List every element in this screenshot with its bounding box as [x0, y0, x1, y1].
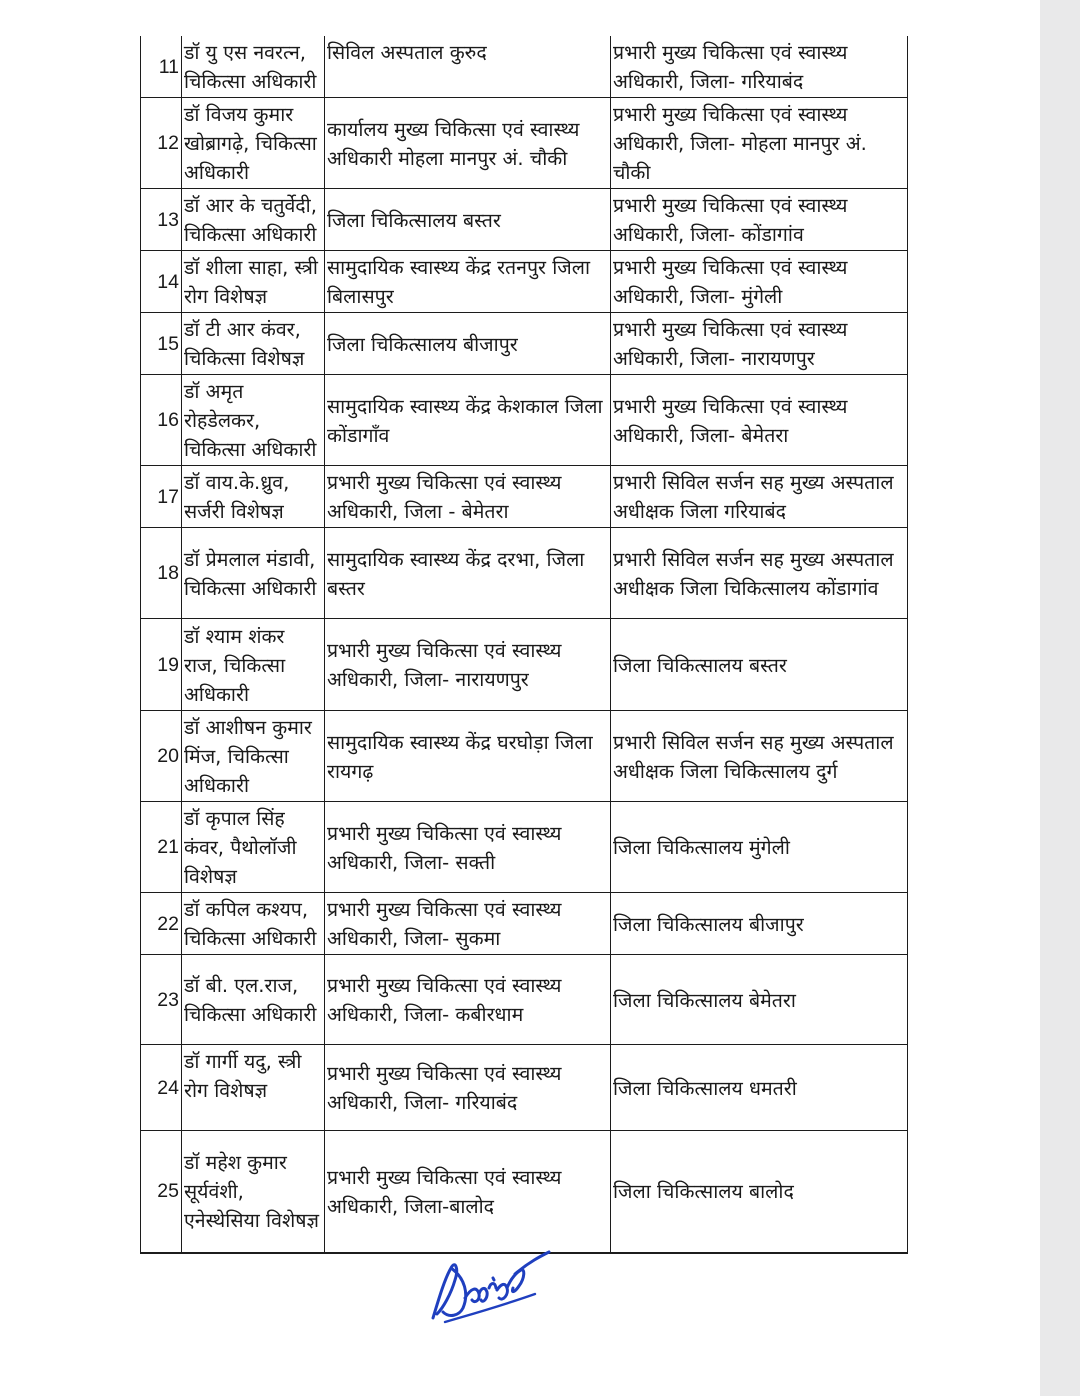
officer-name-cell: डॉ आर के चतुर्वेदी, चिकित्सा अधिकारी — [182, 189, 325, 251]
serial-number-cell: 13 — [141, 189, 182, 251]
officer-name-cell: डॉ गार्गी यदु, स्त्री रोग विशेषज्ञ — [182, 1045, 325, 1131]
current-posting-cell: सामुदायिक स्वास्थ्य केंद्र रतनपुर जिला बिलासपुर — [325, 251, 611, 313]
new-posting-cell: प्रभारी सिविल सर्जन सह मुख्य अस्पताल अधीक्षक जिला गरियाबंद — [611, 466, 908, 528]
table-row — [141, 802, 908, 893]
new-posting-cell: जिला चिकित्सालय बीजापुर — [611, 893, 908, 955]
table-row — [141, 711, 908, 802]
table-row — [141, 251, 908, 313]
new-posting-cell: प्रभारी मुख्य चिकित्सा एवं स्वास्थ्य अधिकारी, जिला- बेमेतरा — [611, 375, 908, 466]
officer-name-cell: डॉ कपिल कश्यप, चिकित्सा अधिकारी — [182, 893, 325, 955]
current-posting-cell: जिला चिकित्सालय बीजापुर — [325, 313, 611, 375]
table-row — [141, 36, 908, 98]
officer-name-cell: डॉ अमृत रोहडेलकर, चिकित्सा अधिकारी — [182, 375, 325, 466]
serial-number-cell: 23 — [141, 955, 182, 1045]
new-posting-cell: प्रभारी मुख्य चिकित्सा एवं स्वास्थ्य अधिकारी, जिला- मोहला मानपुर अं. चौकी — [611, 98, 908, 189]
serial-number-cell: 20 — [141, 711, 182, 802]
current-posting-cell: प्रभारी मुख्य चिकित्सा एवं स्वास्थ्य अधिकारी, जिला - बेमेतरा — [325, 466, 611, 528]
current-posting-cell: प्रभारी मुख्य चिकित्सा एवं स्वास्थ्य अधिकारी, जिला- गरियाबंद — [325, 1045, 611, 1131]
serial-number-cell: 21 — [141, 802, 182, 893]
officer-name-cell: डॉ महेश कुमार सूर्यवंशी, एनेस्थेसिया विशेषज्ञ — [182, 1131, 325, 1253]
signature-image — [425, 1238, 555, 1328]
serial-number-cell: 25 — [141, 1131, 182, 1253]
serial-number-cell: 24 — [141, 1045, 182, 1131]
officer-name-cell: डॉ कृपाल सिंह कंवर, पैथोलॉजी विशेषज्ञ — [182, 802, 325, 893]
officer-name-cell: डॉ वाय.के.ध्रुव, सर्जरी विशेषज्ञ — [182, 466, 325, 528]
officer-name-cell: डॉ श्याम शंकर राज, चिकित्सा अधिकारी — [182, 619, 325, 711]
officer-name-cell: डॉ बी. एल.राज, चिकित्सा अधिकारी — [182, 955, 325, 1045]
table-row — [141, 189, 908, 251]
new-posting-cell: जिला चिकित्सालय धमतरी — [611, 1045, 908, 1131]
table-row — [141, 313, 908, 375]
new-posting-cell: प्रभारी मुख्य चिकित्सा एवं स्वास्थ्य अधिकारी, जिला- नारायणपुर — [611, 313, 908, 375]
serial-number-cell: 16 — [141, 375, 182, 466]
transfer-table — [140, 36, 908, 1254]
serial-number-cell: 17 — [141, 466, 182, 528]
new-posting-cell: प्रभारी सिविल सर्जन सह मुख्य अस्पताल अधीक्षक जिला चिकित्सालय कोंडागांव — [611, 528, 908, 619]
current-posting-cell: प्रभारी मुख्य चिकित्सा एवं स्वास्थ्य अधिकारी, जिला- सक्ती — [325, 802, 611, 893]
table-row — [141, 528, 908, 619]
table-row — [141, 98, 908, 189]
officer-name-cell: डॉ आशीषन कुमार मिंज, चिकित्सा अधिकारी — [182, 711, 325, 802]
officer-name-cell: डॉ टी आर कंवर, चिकित्सा विशेषज्ञ — [182, 313, 325, 375]
new-posting-cell: प्रभारी मुख्य चिकित्सा एवं स्वास्थ्य अधिकारी, जिला- कोंडागांव — [611, 189, 908, 251]
current-posting-cell: कार्यालय मुख्य चिकित्सा एवं स्वास्थ्य अधिकारी मोहला मानपुर अं. चौकी — [325, 98, 611, 189]
new-posting-cell: जिला चिकित्सालय बस्तर — [611, 619, 908, 711]
table-row — [141, 955, 908, 1045]
serial-number-cell: 19 — [141, 619, 182, 711]
officer-name-cell: डॉ प्रेमलाल मंडावी, चिकित्सा अधिकारी — [182, 528, 325, 619]
new-posting-cell: जिला चिकित्सालय मुंगेली — [611, 802, 908, 893]
serial-number-cell: 12 — [141, 98, 182, 189]
officer-name-cell: डॉ विजय कुमार खोब्रागढ़े, चिकित्सा अधिकारी — [182, 98, 325, 189]
table-row — [141, 619, 908, 711]
current-posting-cell: प्रभारी मुख्य चिकित्सा एवं स्वास्थ्य अधिकारी, जिला- नारायणपुर — [325, 619, 611, 711]
table-row — [141, 375, 908, 466]
table-row — [141, 466, 908, 528]
current-posting-cell: सामुदायिक स्वास्थ्य केंद्र केशकाल जिला कोंडागाँव — [325, 375, 611, 466]
current-posting-cell: सामुदायिक स्वास्थ्य केंद्र दरभा, जिला बस्तर — [325, 528, 611, 619]
officer-name-cell: डॉ यु एस नवरत्न, चिकित्सा अधिकारी — [182, 36, 325, 98]
current-posting-cell: सामुदायिक स्वास्थ्य केंद्र घरघोड़ा जिला रायगढ़ — [325, 711, 611, 802]
current-posting-cell: प्रभारी मुख्य चिकित्सा एवं स्वास्थ्य अधिकारी, जिला- सुकमा — [325, 893, 611, 955]
serial-number-cell: 18 — [141, 528, 182, 619]
table-row — [141, 893, 908, 955]
current-posting-cell: प्रभारी मुख्य चिकित्सा एवं स्वास्थ्य अधिकारी, जिला-बालोद — [325, 1131, 611, 1253]
current-posting-cell: प्रभारी मुख्य चिकित्सा एवं स्वास्थ्य अधिकारी, जिला- कबीरधाम — [325, 955, 611, 1045]
table-row — [141, 1131, 908, 1253]
serial-number-cell: 15 — [141, 313, 182, 375]
serial-number-cell: 14 — [141, 251, 182, 313]
current-posting-cell: जिला चिकित्सालय बस्तर — [325, 189, 611, 251]
new-posting-cell: प्रभारी मुख्य चिकित्सा एवं स्वास्थ्य अधिकारी, जिला- गरियाबंद — [611, 36, 908, 98]
new-posting-cell: जिला चिकित्सालय बालोद — [611, 1131, 908, 1253]
serial-number-cell: 22 — [141, 893, 182, 955]
officer-name-cell: डॉ शीला साहा, स्त्री रोग विशेषज्ञ — [182, 251, 325, 313]
new-posting-cell: जिला चिकित्सालय बेमेतरा — [611, 955, 908, 1045]
serial-number-cell: 11 — [141, 36, 182, 98]
new-posting-cell: प्रभारी सिविल सर्जन सह मुख्य अस्पताल अधीक्षक जिला चिकित्सालय दुर्ग — [611, 711, 908, 802]
table-row — [141, 1045, 908, 1131]
new-posting-cell: प्रभारी मुख्य चिकित्सा एवं स्वास्थ्य अधिकारी, जिला- मुंगेली — [611, 251, 908, 313]
current-posting-cell: सिविल अस्पताल कुरुद — [325, 36, 611, 98]
